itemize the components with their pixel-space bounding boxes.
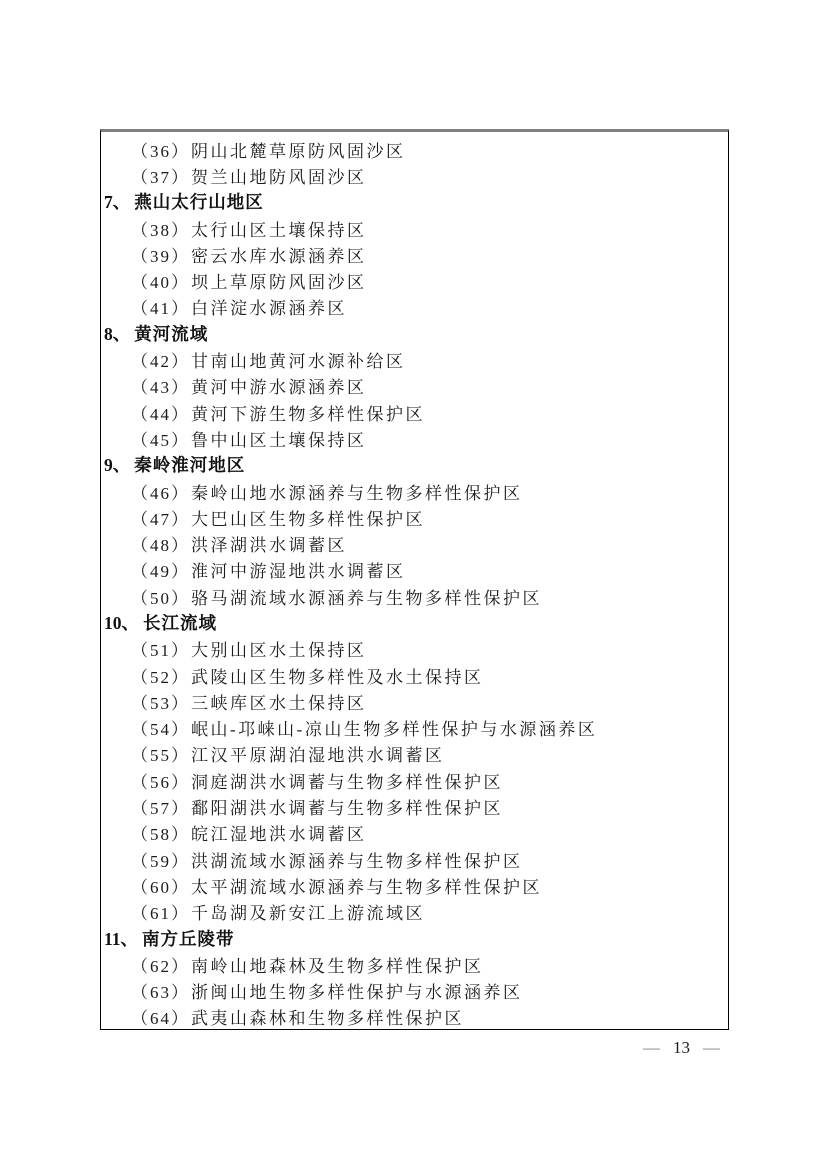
- item-text: 淮河中游湿地洪水调蓄区: [191, 562, 406, 582]
- item-number: （48）: [131, 536, 190, 556]
- item-text: 岷山-邛崃山-凉山生物多样性保护与水源涵养区: [191, 720, 598, 740]
- list-item: [101, 978, 728, 1004]
- list-item: [101, 846, 728, 872]
- item-number: （46）: [131, 483, 190, 503]
- item-text: 大巴山区生物多样性保护区: [191, 509, 425, 529]
- list-item: [101, 793, 728, 819]
- item-text: 黄河下游生物多样性保护区: [191, 404, 425, 424]
- item-number: （51）: [131, 641, 190, 661]
- item-number: （37）: [131, 167, 190, 187]
- item-number: （54）: [131, 720, 190, 740]
- list-item: [101, 820, 728, 846]
- item-text: 密云水库水源涵养区: [191, 246, 367, 266]
- content-table: [100, 129, 729, 1030]
- section-heading: [101, 189, 728, 215]
- item-number: （59）: [131, 851, 190, 871]
- item-number: （45）: [131, 430, 190, 450]
- section-number: 11、: [104, 928, 139, 949]
- page-number-dash-left: —: [643, 1038, 660, 1057]
- section-heading: [101, 609, 728, 635]
- item-text: 太行山区土壤保持区: [191, 220, 367, 240]
- item-number: （40）: [131, 273, 190, 293]
- item-text: 洞庭湖洪水调蓄与生物多样性保护区: [191, 772, 503, 792]
- item-number: （44）: [131, 404, 190, 424]
- list-item: [101, 530, 728, 556]
- list-item: [101, 136, 728, 162]
- page-number-value: 13: [673, 1038, 690, 1057]
- section-title: 黄河流域: [134, 323, 209, 344]
- page-number-dash-right: —: [703, 1038, 720, 1057]
- section-number: 8、: [104, 323, 131, 344]
- section-number: 9、: [104, 455, 131, 476]
- list-item: [101, 162, 728, 188]
- item-text: 骆马湖流域水源涵养与生物多样性保护区: [191, 588, 542, 608]
- list-item: [101, 583, 728, 609]
- list-item: [101, 636, 728, 662]
- section-title: 秦岭淮河地区: [134, 455, 246, 476]
- section-number: 7、: [104, 192, 131, 213]
- item-number: （47）: [131, 509, 190, 529]
- section-heading: [101, 320, 728, 346]
- item-text: 三峡库区水土保持区: [191, 693, 367, 713]
- list-item: [101, 662, 728, 688]
- item-text: 江汉平原湖泊湿地洪水调蓄区: [191, 746, 445, 766]
- section-title: 南方丘陵带: [142, 928, 235, 949]
- item-number: （62）: [131, 956, 190, 976]
- item-number: （58）: [131, 825, 190, 845]
- item-text: 鄱阳湖洪水调蓄与生物多样性保护区: [191, 799, 503, 819]
- item-text: 武陵山区生物多样性及水土保持区: [191, 667, 484, 687]
- list-item: [101, 872, 728, 898]
- list-item: [101, 557, 728, 583]
- list-item: [101, 1004, 728, 1030]
- list-item: [101, 267, 728, 293]
- item-text: 黄河中游水源涵养区: [191, 378, 367, 398]
- item-number: （55）: [131, 746, 190, 766]
- item-text: 阴山北麓草原防风固沙区: [191, 141, 406, 161]
- item-number: （64）: [131, 1009, 190, 1029]
- item-number: （49）: [131, 562, 190, 582]
- item-text: 秦岭山地水源涵养与生物多样性保护区: [191, 483, 523, 503]
- item-text: 太平湖流域水源涵养与生物多样性保护区: [191, 877, 542, 897]
- item-number: （52）: [131, 667, 190, 687]
- item-number: （41）: [131, 299, 190, 319]
- item-number: （43）: [131, 378, 190, 398]
- item-number: （56）: [131, 772, 190, 792]
- item-text: 鲁中山区土壤保持区: [191, 430, 367, 450]
- item-number: （53）: [131, 693, 190, 713]
- list-item: [101, 425, 728, 451]
- list-item: [101, 741, 728, 767]
- section-title: 燕山太行山地区: [134, 192, 264, 213]
- item-number: （57）: [131, 799, 190, 819]
- item-text: 武夷山森林和生物多样性保护区: [191, 1009, 464, 1029]
- list-item: [101, 373, 728, 399]
- item-number: （38）: [131, 220, 190, 240]
- item-text: 千岛湖及新安江上游流域区: [191, 904, 425, 924]
- page-number: [643, 1038, 720, 1058]
- item-number: （50）: [131, 588, 190, 608]
- section-heading: [101, 452, 728, 478]
- list-item: [101, 294, 728, 320]
- list-item: [101, 241, 728, 267]
- item-text: 皖江湿地洪水调蓄区: [191, 825, 367, 845]
- item-text: 洪泽湖洪水调蓄区: [191, 536, 347, 556]
- list-item: [101, 715, 728, 741]
- item-text: 南岭山地森林及生物多样性保护区: [191, 956, 484, 976]
- item-number: （42）: [131, 352, 190, 372]
- item-number: （36）: [131, 141, 190, 161]
- item-text: 贺兰山地防风固沙区: [191, 167, 367, 187]
- item-number: （39）: [131, 246, 190, 266]
- item-text: 浙闽山地生物多样性保护与水源涵养区: [191, 983, 523, 1003]
- section-title: 长江流域: [143, 612, 217, 633]
- list-item: [101, 688, 728, 714]
- list-item: [101, 951, 728, 977]
- list-item: [101, 504, 728, 530]
- item-text: 坝上草原防风固沙区: [191, 273, 367, 293]
- list-item: [101, 399, 728, 425]
- list-item: [101, 215, 728, 241]
- list-item: [101, 767, 728, 793]
- item-text: 白洋淀水源涵养区: [191, 299, 347, 319]
- list-item: [101, 478, 728, 504]
- list-item: [101, 899, 728, 925]
- item-number: （63）: [131, 983, 190, 1003]
- section-heading: [101, 925, 728, 951]
- item-text: 大别山区水土保持区: [191, 641, 367, 661]
- list-item: [101, 346, 728, 372]
- item-text: 洪湖流域水源涵养与生物多样性保护区: [191, 851, 523, 871]
- item-text: 甘南山地黄河水源补给区: [191, 352, 406, 372]
- item-number: （61）: [131, 904, 190, 924]
- item-number: （60）: [131, 877, 190, 897]
- section-number: 10、: [104, 612, 139, 633]
